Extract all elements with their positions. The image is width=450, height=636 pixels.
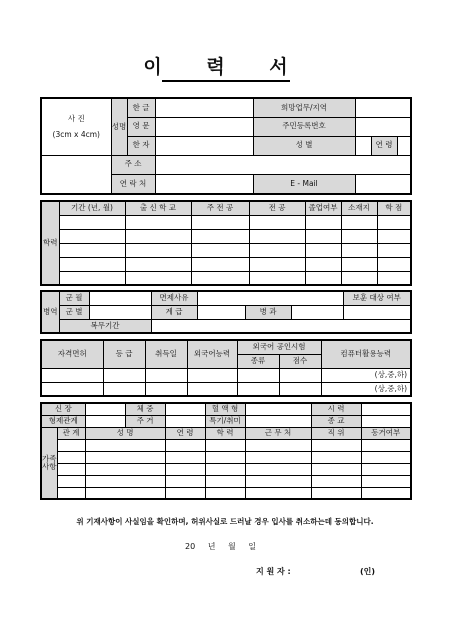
title-underline: [162, 80, 290, 82]
height-label: 신 장: [41, 403, 85, 415]
family-header: 동거여부: [361, 427, 411, 439]
table-row: [41, 229, 411, 243]
license-header: 자격면허: [41, 340, 103, 368]
english-name-field[interactable]: [155, 117, 253, 136]
computer-level-field[interactable]: (상,중,하): [321, 382, 411, 396]
age-field[interactable]: [397, 136, 411, 155]
computer-level-field[interactable]: (상,중,하): [321, 368, 411, 382]
education-header: 기간 (년, 월): [59, 201, 125, 215]
foreign-language-header: 외국어능력: [187, 340, 237, 368]
page-title: 이 력 서: [143, 56, 307, 78]
eyesight-field[interactable]: [361, 403, 411, 415]
family-side-label: 가족사항: [41, 427, 57, 499]
siblings-field[interactable]: [85, 415, 125, 427]
photo-box[interactable]: [41, 98, 111, 155]
arm-label: 병 과: [245, 305, 291, 319]
education-header: 졸업여부: [305, 201, 341, 215]
education-table: [40, 200, 412, 286]
family-header: 학 력: [205, 427, 245, 439]
english-label: 영 문: [127, 117, 155, 136]
blood-type-field[interactable]: [245, 403, 311, 415]
height-field[interactable]: [85, 403, 125, 415]
table-row: [41, 439, 411, 451]
resident-number-label: 주민등록번호: [253, 117, 355, 136]
test-score-header: 점수: [279, 354, 321, 368]
hanja-label: 한 자: [127, 136, 155, 155]
applicant-signature-field[interactable]: [305, 564, 355, 576]
military-branch-label: 군 필: [59, 291, 89, 305]
rank-field[interactable]: [197, 305, 245, 319]
residence-field[interactable]: [165, 415, 205, 427]
table-row: [41, 382, 411, 396]
table-row: [41, 451, 411, 463]
date-line: 20 년 월 일: [185, 542, 256, 551]
family-header: 관 계: [57, 427, 85, 439]
address-label: 주 소: [111, 155, 155, 174]
table-row: [41, 215, 411, 229]
table-row: [41, 257, 411, 271]
military-branch-field[interactable]: [89, 291, 151, 305]
declaration-text: 위 기재사항이 사실임을 확인하며, 허위사실로 드러날 경우 입사를 취소하는데 동의합니다.: [76, 517, 374, 526]
education-header: 전 공: [249, 201, 305, 215]
hanja-name-field[interactable]: [155, 136, 253, 155]
education-header: 출 신 학 교: [125, 201, 191, 215]
table-row: [41, 243, 411, 257]
religion-field[interactable]: [361, 415, 411, 427]
residence-label: 주 거: [125, 415, 165, 427]
contact-label: 연 락 처: [111, 174, 155, 194]
military-table: [40, 290, 412, 334]
table-row: [41, 475, 411, 487]
veteran-target-label: 보훈 대상 여부: [343, 291, 411, 305]
hobby-label: 특기/취미: [205, 415, 245, 427]
personal-info-table: [40, 97, 412, 195]
photo-box-lower: [41, 155, 111, 194]
name-label: 성명: [111, 98, 127, 155]
military-side-label: 병역: [41, 291, 59, 333]
qualification-table: [40, 339, 412, 397]
photo-label: 사 진: [67, 113, 85, 123]
table-row: [41, 271, 411, 285]
email-label: E - Mail: [253, 174, 355, 194]
desired-job-label: 희망업무/지역: [253, 98, 355, 117]
seal-mark: (인): [360, 567, 376, 576]
veteran-target-field[interactable]: [343, 305, 411, 319]
computer-skill-header: 컴퓨터활용능력: [321, 340, 411, 368]
family-header: 근 무 처: [245, 427, 311, 439]
religion-label: 종 교: [311, 415, 361, 427]
age-label: 연 령: [371, 136, 397, 155]
exemption-reason-label: 면제사유: [151, 291, 197, 305]
service-period-label: 복무기간: [59, 319, 151, 333]
korean-label: 한 글: [127, 98, 155, 117]
education-header: 학 점: [377, 201, 411, 215]
family-header: 직 위: [311, 427, 361, 439]
weight-field[interactable]: [165, 403, 205, 415]
blood-type-label: 혈 액 형: [205, 403, 245, 415]
photo-size: (3cm x 4cm): [52, 129, 100, 139]
service-period-field[interactable]: [151, 319, 411, 333]
acquired-date-header: 취득일: [145, 340, 187, 368]
rank-label: 계 급: [151, 305, 197, 319]
contact-field[interactable]: [155, 174, 253, 194]
table-row: [41, 463, 411, 475]
test-kind-header: 종류: [237, 354, 279, 368]
hobby-field[interactable]: [245, 415, 311, 427]
applicant-label: 지 원 자 :: [256, 567, 291, 576]
email-field[interactable]: [355, 174, 411, 194]
address-field[interactable]: [155, 155, 411, 174]
gender-field[interactable]: [355, 136, 371, 155]
siblings-label: 형제관계: [41, 415, 85, 427]
arm-field[interactable]: [291, 305, 343, 319]
service-type-field[interactable]: [89, 305, 151, 319]
education-header: 주 전 공: [191, 201, 249, 215]
education-header: 소재지: [341, 201, 377, 215]
education-side-label: 학력: [41, 201, 59, 285]
table-row: [41, 368, 411, 382]
body-family-table: [40, 402, 412, 500]
exemption-reason-field[interactable]: [197, 291, 343, 305]
family-header: 연 령: [165, 427, 205, 439]
grade-header: 등 급: [103, 340, 145, 368]
desired-job-field[interactable]: [355, 98, 411, 117]
service-type-label: 군 별: [59, 305, 89, 319]
family-header: 성 명: [85, 427, 165, 439]
official-test-header: 외국어 공인시험: [237, 340, 321, 354]
table-row: [41, 487, 411, 499]
eyesight-label: 시 력: [311, 403, 361, 415]
resident-number-field[interactable]: [355, 117, 411, 136]
korean-name-field[interactable]: [155, 98, 253, 117]
weight-label: 체 중: [125, 403, 165, 415]
gender-label: 성 별: [253, 136, 355, 155]
